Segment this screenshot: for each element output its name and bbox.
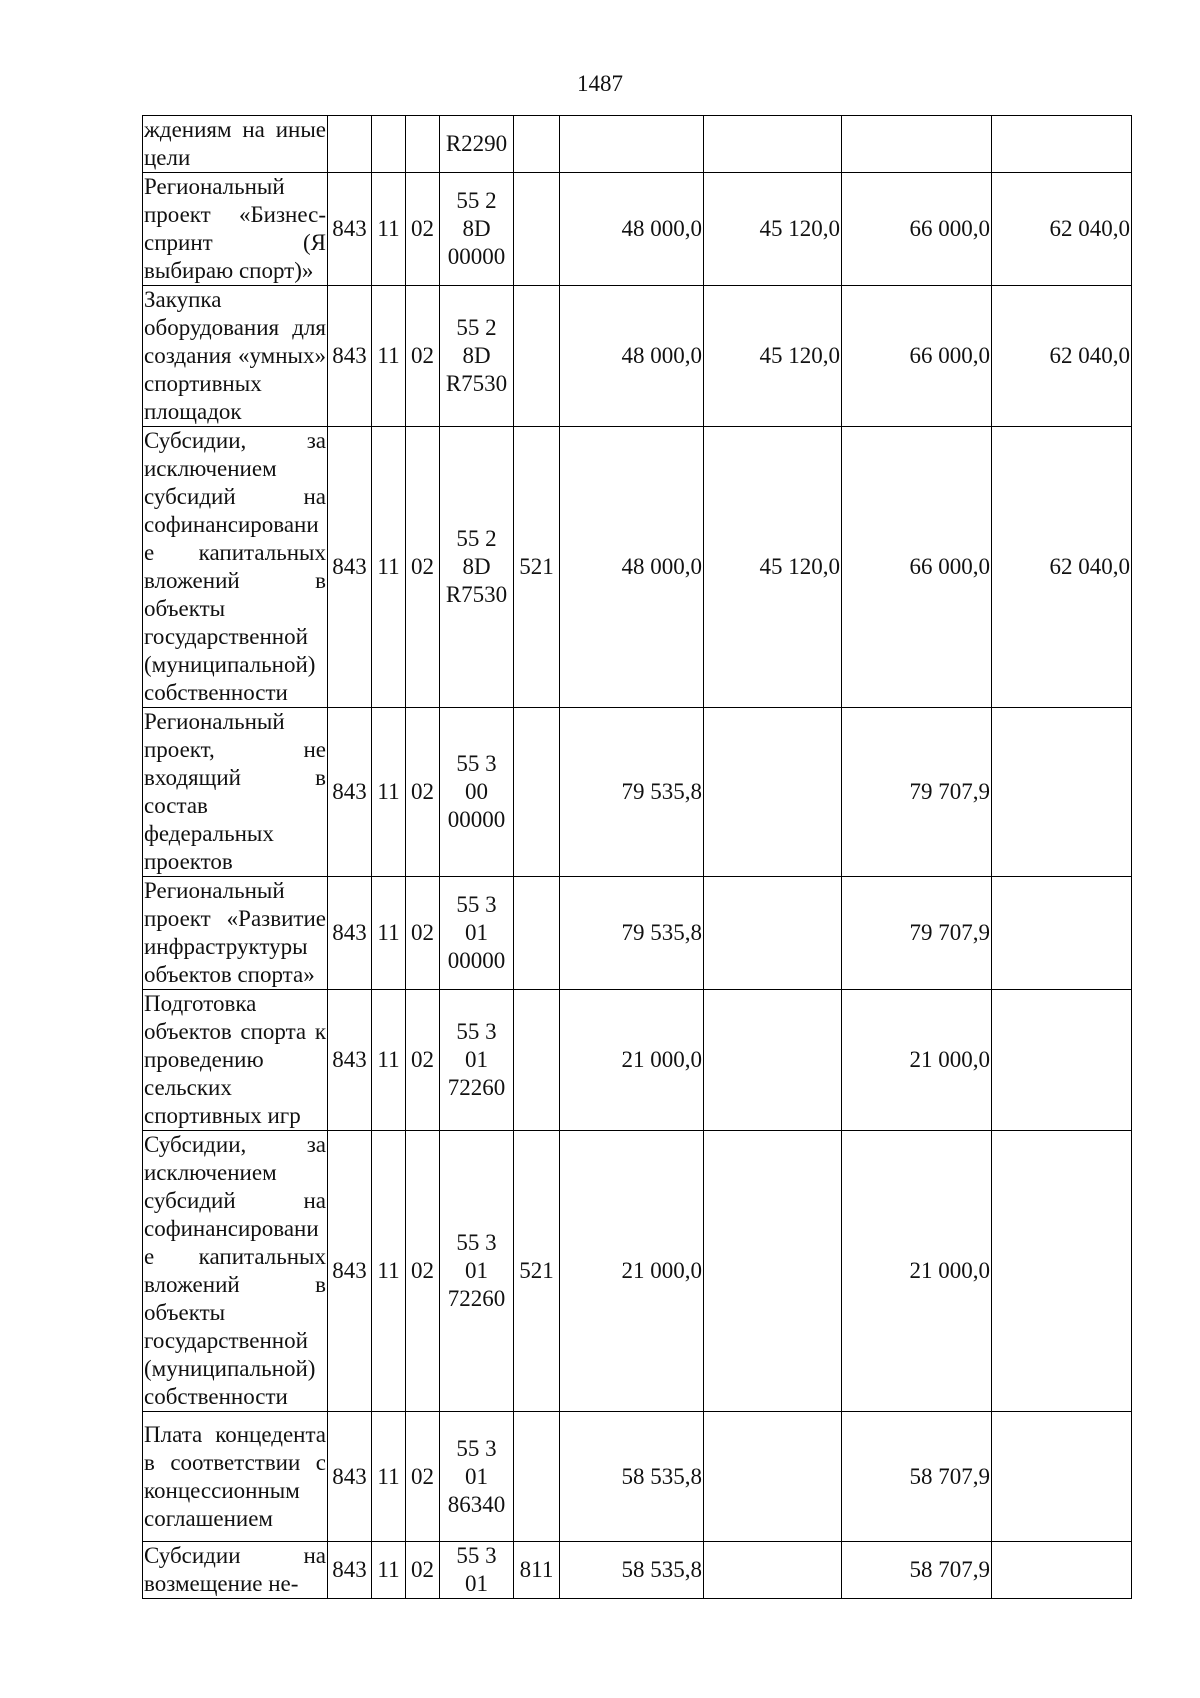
ved-code-cell: 843 <box>328 173 372 286</box>
ved-code-cell: 843 <box>328 427 372 708</box>
amount-3-cell: 58 707,9 <box>842 1412 992 1542</box>
ved-code-cell: 843 <box>328 286 372 427</box>
target-article-part: 55 2 <box>456 188 497 213</box>
ved-code-cell: 843 <box>328 708 372 877</box>
target-article-cell <box>440 1131 514 1412</box>
target-article-cell <box>440 116 514 173</box>
row-name-cell: Закупка оборудования для создания «умных» спортивных площадок <box>143 286 328 427</box>
amount-3-cell: 58 707,9 <box>842 1542 992 1599</box>
amount-2-cell <box>704 1412 842 1542</box>
target-article-part: R7530 <box>445 371 508 396</box>
subsection-code-cell: 02 <box>406 1131 440 1412</box>
target-article-part: 01 <box>465 1571 488 1596</box>
target-article-part: 55 3 <box>456 1230 497 1255</box>
expense-type-cell <box>514 1412 560 1542</box>
row-name-cell: Плата концедента в соответствии с концессионным соглашением <box>143 1412 328 1542</box>
expense-type-cell <box>514 990 560 1131</box>
amount-1-cell: 79 535,8 <box>560 877 704 990</box>
table-row <box>143 1542 1132 1599</box>
subsection-code-cell: 02 <box>406 427 440 708</box>
target-article-part: 01 <box>465 1258 488 1283</box>
subsection-code-cell: 02 <box>406 877 440 990</box>
target-article-part: 86340 <box>447 1491 506 1517</box>
section-code-cell <box>372 116 406 173</box>
target-article-part: 72260 <box>447 1286 506 1311</box>
subsection-code-cell: 02 <box>406 1542 440 1599</box>
expense-type-cell <box>514 116 560 173</box>
amount-1-cell: 48 000,0 <box>560 427 704 708</box>
amount-4-cell <box>992 877 1132 990</box>
section-code-cell: 11 <box>372 708 406 877</box>
target-article-part: 01 <box>465 1047 488 1072</box>
target-article-part: 55 3 <box>456 892 497 917</box>
amount-4-cell <box>992 116 1132 173</box>
target-article-part: 8D <box>462 554 491 579</box>
expense-type-cell: 521 <box>514 1131 560 1412</box>
amount-2-cell: 45 120,0 <box>704 427 842 708</box>
amount-3-cell <box>842 116 992 173</box>
amount-3-cell: 21 000,0 <box>842 1131 992 1412</box>
table-row <box>143 427 1132 708</box>
row-name-cell: Региональный проект «Бизнес-спринт (Я выбираю спорт)» <box>143 173 328 286</box>
subsection-code-cell: 02 <box>406 990 440 1131</box>
row-name-cell: ждениям на иные цели <box>143 116 328 173</box>
target-article-cell <box>440 877 514 990</box>
target-article-cell <box>440 286 514 427</box>
row-name-cell: Региональный проект, не входящий в состав федеральных проектов <box>143 708 328 877</box>
amount-3-cell: 79 707,9 <box>842 708 992 877</box>
row-name-cell: Субсидии, за исключением субсидий на софинансирование капитальных вложений в объекты государственной (муниципальной) собственности <box>143 427 328 708</box>
amount-1-cell: 58 535,8 <box>560 1542 704 1599</box>
ved-code-cell <box>328 116 372 173</box>
amount-3-cell: 66 000,0 <box>842 427 992 708</box>
table-row <box>143 116 1132 173</box>
amount-1-cell <box>560 116 704 173</box>
amount-3-cell: 66 000,0 <box>842 286 992 427</box>
target-article-part: 55 2 <box>456 526 497 551</box>
target-article-part: 55 3 <box>456 1543 497 1568</box>
amount-2-cell <box>704 1542 842 1599</box>
expense-type-cell <box>514 708 560 877</box>
ved-code-cell: 843 <box>328 1542 372 1599</box>
target-article-cell <box>440 427 514 708</box>
row-name-cell: Подготовка объектов спорта к проведению сельских спортивных игр <box>143 990 328 1131</box>
target-article-part: R7530 <box>445 582 508 607</box>
amount-4-cell <box>992 1542 1132 1599</box>
section-code-cell: 11 <box>372 286 406 427</box>
target-article-part: 55 2 <box>456 315 497 340</box>
section-code-cell: 11 <box>372 1131 406 1412</box>
ved-code-cell: 843 <box>328 1412 372 1542</box>
amount-3-cell: 21 000,0 <box>842 990 992 1131</box>
table-row <box>143 286 1132 427</box>
ved-code-cell: 843 <box>328 877 372 990</box>
expense-type-cell <box>514 877 560 990</box>
target-article-part: 01 <box>465 1463 488 1489</box>
amount-4-cell <box>992 990 1132 1131</box>
amount-4-cell <box>992 1412 1132 1542</box>
subsection-code-cell: 02 <box>406 286 440 427</box>
table-row <box>143 708 1132 877</box>
target-article-cell <box>440 990 514 1131</box>
expense-type-cell: 521 <box>514 427 560 708</box>
target-article-part: 72260 <box>447 1075 506 1100</box>
expense-type-cell <box>514 173 560 286</box>
row-name-cell: Субсидии, за исключением субсидий на софинансирование капитальных вложений в объекты государственной (муниципальной) собственности <box>143 1131 328 1412</box>
target-article-cell <box>440 173 514 286</box>
subsection-code-cell: 02 <box>406 1412 440 1542</box>
target-article-part: R2290 <box>445 131 508 156</box>
section-code-cell: 11 <box>372 1542 406 1599</box>
target-article-cell <box>440 1412 514 1542</box>
amount-4-cell: 62 040,0 <box>992 173 1132 286</box>
amount-1-cell: 79 535,8 <box>560 708 704 877</box>
amount-1-cell: 58 535,8 <box>560 1412 704 1542</box>
target-article-cell <box>440 708 514 877</box>
target-article-part: 01 <box>465 920 488 945</box>
amount-4-cell <box>992 1131 1132 1412</box>
subsection-code-cell: 02 <box>406 708 440 877</box>
row-name-cell: Субсидии на возмещение не- <box>143 1542 328 1599</box>
table-body <box>143 116 1132 1599</box>
table-row <box>143 990 1132 1131</box>
table-row <box>143 1412 1132 1542</box>
target-article-part: 55 3 <box>456 1435 497 1461</box>
amount-1-cell: 48 000,0 <box>560 173 704 286</box>
amount-3-cell: 66 000,0 <box>842 173 992 286</box>
amount-4-cell <box>992 708 1132 877</box>
target-article-part: 55 3 <box>456 751 497 776</box>
table-row <box>143 173 1132 286</box>
budget-table <box>142 115 1132 1599</box>
amount-4-cell: 62 040,0 <box>992 427 1132 708</box>
target-article-part: 8D <box>462 343 491 368</box>
target-article-part: 00000 <box>447 244 506 269</box>
amount-2-cell <box>704 1131 842 1412</box>
subsection-code-cell <box>406 116 440 173</box>
amount-2-cell <box>704 708 842 877</box>
target-article-part: 8D <box>462 216 491 241</box>
section-code-cell: 11 <box>372 877 406 990</box>
amount-3-cell: 79 707,9 <box>842 877 992 990</box>
section-code-cell: 11 <box>372 1412 406 1542</box>
target-article-part: 00000 <box>447 948 506 973</box>
section-code-cell: 11 <box>372 427 406 708</box>
target-article-part: 55 3 <box>456 1019 497 1044</box>
expense-type-cell <box>514 286 560 427</box>
ved-code-cell: 843 <box>328 1131 372 1412</box>
target-article-cell <box>440 1542 514 1599</box>
target-article-part: 00 <box>465 779 488 804</box>
ved-code-cell: 843 <box>328 990 372 1131</box>
amount-4-cell: 62 040,0 <box>992 286 1132 427</box>
expense-type-cell: 811 <box>514 1542 560 1599</box>
amount-1-cell: 48 000,0 <box>560 286 704 427</box>
target-article-part: 00000 <box>447 807 506 832</box>
table-row <box>143 1131 1132 1412</box>
amount-2-cell <box>704 877 842 990</box>
table-row <box>143 877 1132 990</box>
amount-2-cell: 45 120,0 <box>704 286 842 427</box>
amount-1-cell: 21 000,0 <box>560 990 704 1131</box>
amount-2-cell <box>704 990 842 1131</box>
amount-2-cell <box>704 116 842 173</box>
section-code-cell: 11 <box>372 990 406 1131</box>
amount-1-cell: 21 000,0 <box>560 1131 704 1412</box>
section-code-cell: 11 <box>372 173 406 286</box>
row-name-cell: Региональный проект «Развитие инфраструктуры объектов спорта» <box>143 877 328 990</box>
page-number: 1487 <box>577 71 623 96</box>
amount-2-cell: 45 120,0 <box>704 173 842 286</box>
subsection-code-cell: 02 <box>406 173 440 286</box>
